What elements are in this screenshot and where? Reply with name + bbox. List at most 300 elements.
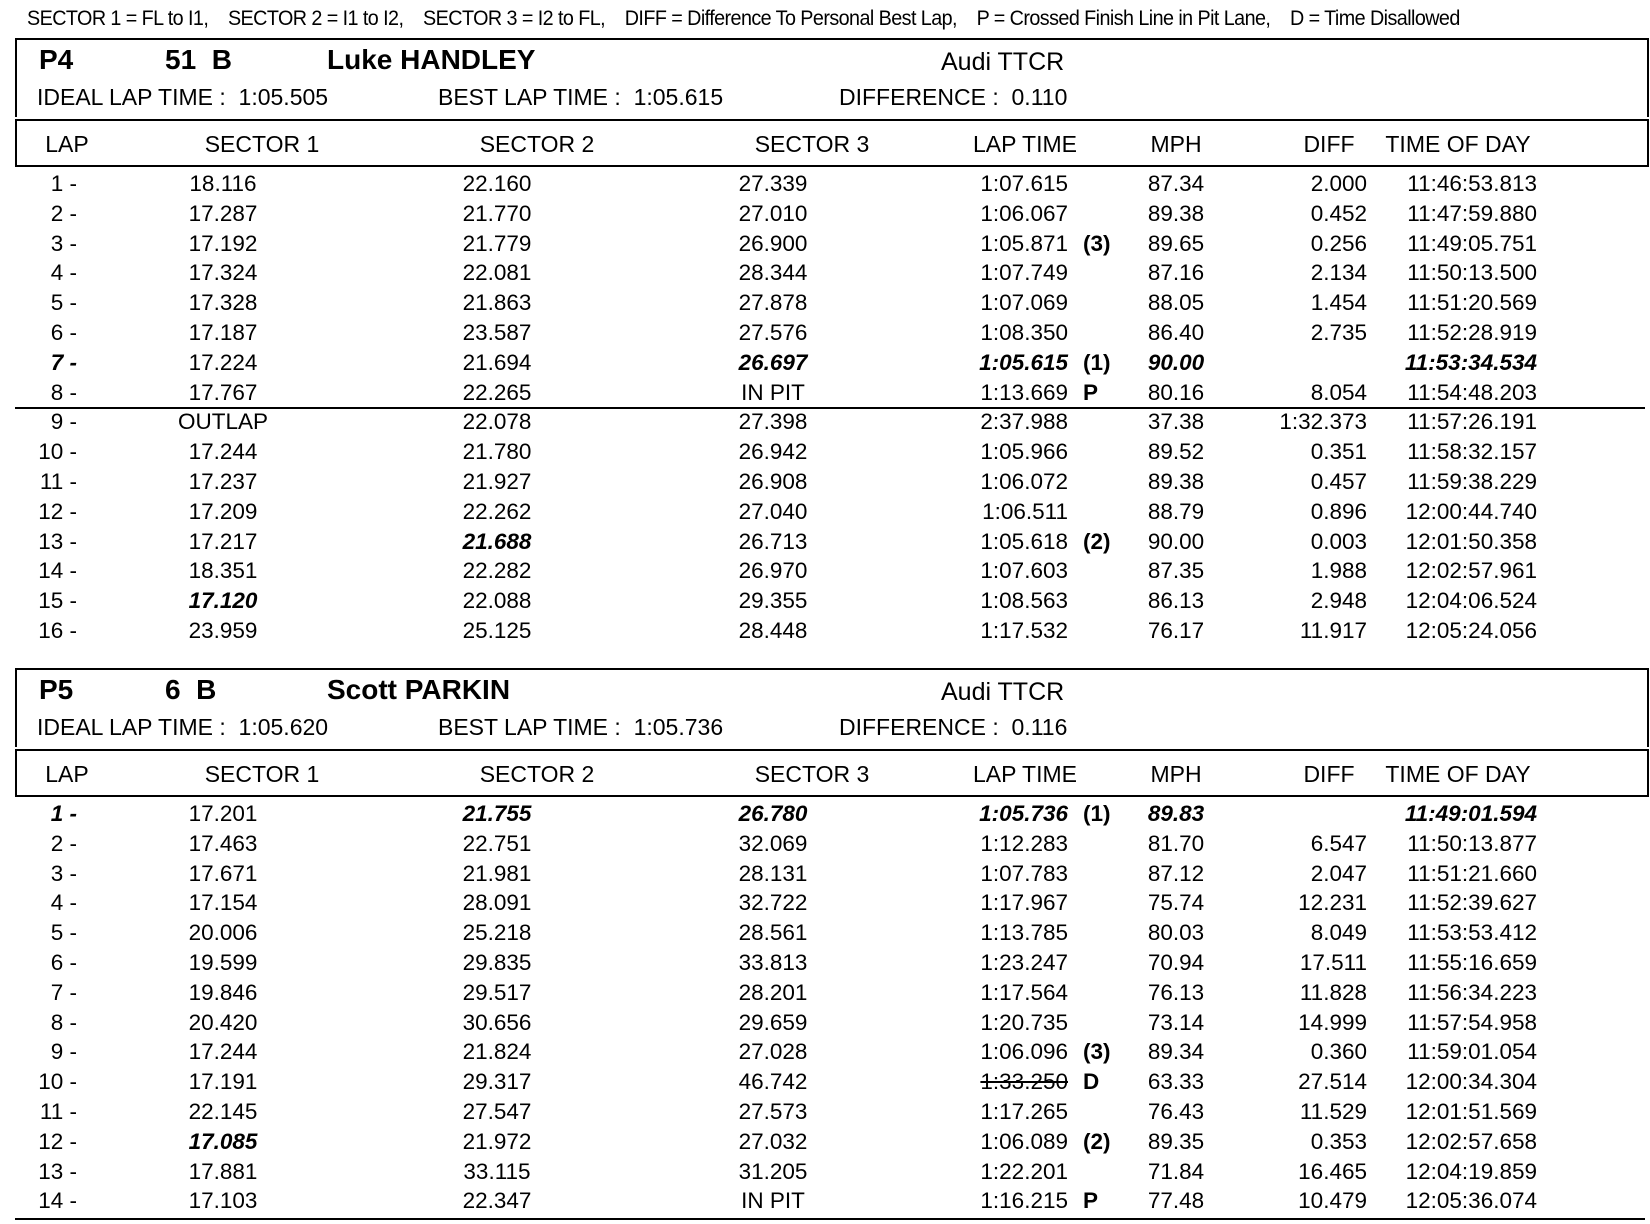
cell-tod: 11:51:20.569 [1407, 290, 1537, 316]
cell-tod: 12:00:44.740 [1405, 498, 1537, 524]
cell-s2: 21.694 [462, 349, 532, 375]
cell-diff: 2.948 [1310, 588, 1367, 614]
lap-row [15, 978, 1649, 1008]
cell-diff: 0.256 [1310, 230, 1367, 256]
cell-tod: 11:59:38.229 [1407, 468, 1537, 494]
cell-s2: 28.091 [462, 890, 532, 916]
cell-flag: (2) [1083, 528, 1111, 554]
cell-s3: 28.561 [738, 920, 808, 946]
cell-lap: 7 - [50, 979, 77, 1005]
cell-tod: 12:01:51.569 [1405, 1098, 1537, 1124]
cell-lap: 13 - [38, 528, 77, 554]
column-header: SECTOR 2 [479, 761, 595, 787]
cell-lap: 11 - [39, 468, 77, 494]
cell-s1: 17.328 [188, 290, 258, 316]
cell-s1: 18.351 [188, 558, 258, 584]
cell-s3: 27.040 [738, 498, 808, 524]
column-header: SECTOR 1 [204, 761, 320, 787]
cell-s1: OUTLAP [177, 409, 269, 435]
cell-mph: 76.13 [1147, 979, 1205, 1005]
cell-s2: 22.081 [462, 260, 532, 286]
cell-diff: 2.735 [1310, 319, 1367, 345]
cell-s2: 21.927 [462, 468, 532, 494]
cell-s1: 17.244 [188, 439, 258, 465]
driver-name: Luke HANDLEY [327, 44, 536, 75]
cell-s2: 22.347 [462, 1188, 532, 1214]
cell-s3: 26.713 [738, 528, 808, 554]
cell-diff: 10.479 [1298, 1188, 1367, 1214]
cell-s2: 21.972 [462, 1128, 532, 1154]
cell-s3: 27.576 [738, 319, 808, 345]
cell-diff: 1.988 [1310, 558, 1367, 584]
cell-s3: 27.032 [738, 1128, 808, 1154]
cell-lap-time: 1:06.089 [980, 1128, 1068, 1154]
cell-s3: 27.878 [738, 290, 808, 316]
cell-s2: 21.770 [462, 200, 532, 226]
cell-s3: 28.344 [738, 260, 808, 286]
cell-lap: 10 - [38, 439, 77, 465]
lap-row [15, 378, 1649, 408]
cell-s3: 26.697 [738, 349, 808, 375]
driver-name: Scott PARKIN [327, 674, 511, 705]
cell-lap-time: 1:17.564 [980, 979, 1068, 1005]
cell-s3: 27.398 [738, 409, 808, 435]
cell-s3: 26.942 [738, 439, 808, 465]
cell-lap: 9 - [50, 409, 77, 435]
cell-mph: 80.16 [1147, 379, 1205, 405]
cell-mph: 90.00 [1147, 528, 1205, 554]
cell-s1: 17.767 [188, 379, 258, 405]
cell-s1: 17.191 [188, 1069, 258, 1095]
cell-lap-time: 1:07.603 [980, 558, 1068, 584]
cell-diff: 6.547 [1310, 830, 1367, 856]
car-model: Audi TTCR [941, 678, 1065, 706]
cell-tod: 12:04:19.859 [1405, 1158, 1537, 1184]
cell-s2: 22.160 [462, 171, 532, 196]
cell-lap: 7 - [50, 349, 77, 375]
lap-row [15, 799, 1649, 829]
cell-lap: 12 - [38, 498, 77, 524]
lap-row [15, 1157, 1649, 1187]
lap-row [15, 1186, 1649, 1216]
cell-s2: 23.587 [462, 319, 532, 345]
cell-s1: 17.154 [188, 890, 258, 916]
lap-row [15, 318, 1649, 348]
cell-lap-time: 1:06.072 [980, 468, 1068, 494]
cell-lap: 12 - [38, 1128, 77, 1154]
cell-s3: 26.970 [738, 558, 808, 584]
cell-diff: 1.454 [1310, 290, 1367, 316]
cell-s3: 28.131 [738, 860, 808, 886]
cell-flag: D [1083, 1069, 1100, 1095]
cell-tod: 12:05:36.074 [1405, 1188, 1537, 1214]
cell-lap: 6 - [50, 319, 77, 345]
cell-diff: 0.360 [1310, 1039, 1367, 1065]
column-header: SECTOR 2 [479, 131, 595, 157]
cell-s3: 27.339 [738, 171, 808, 196]
lap-row [15, 1037, 1649, 1067]
column-header: SECTOR 3 [754, 761, 870, 787]
cell-lap-time: 1:06.511 [982, 498, 1068, 524]
cell-s2: 21.780 [462, 439, 532, 465]
cell-s3: 32.069 [738, 830, 808, 856]
cell-mph: 89.83 [1147, 801, 1205, 826]
cell-tod: 11:53:53.412 [1407, 920, 1537, 946]
lap-row [15, 348, 1649, 378]
cell-tod: 11:50:13.877 [1407, 830, 1537, 856]
cell-s1: 17.463 [188, 830, 258, 856]
cell-lap-time: 1:13.785 [980, 920, 1068, 946]
cell-mph: 75.74 [1147, 890, 1205, 916]
cell-s3: 26.780 [738, 801, 808, 826]
lap-row [15, 497, 1649, 527]
column-header: MPH [1150, 761, 1202, 787]
cell-s1: 17.187 [188, 319, 258, 345]
cell-mph: 76.43 [1147, 1098, 1205, 1124]
cell-diff: 0.457 [1310, 468, 1367, 494]
cell-lap-time: 1:07.069 [980, 290, 1068, 316]
cell-lap: 3 - [50, 860, 77, 886]
cell-diff: 12.231 [1298, 890, 1367, 916]
cell-mph: 70.94 [1147, 949, 1205, 975]
cell-mph: 87.16 [1147, 260, 1205, 286]
cell-tod: 11:54:48.203 [1407, 379, 1537, 405]
cell-s2: 21.981 [462, 860, 532, 886]
column-header: MPH [1150, 131, 1202, 157]
ideal-lap-time: IDEAL LAP TIME : 1:05.620 [37, 714, 329, 740]
cell-s1: 20.006 [188, 920, 258, 946]
cell-s1: 17.085 [188, 1128, 258, 1154]
cell-tod: 11:56:34.223 [1407, 979, 1537, 1005]
cell-mph: 89.38 [1147, 468, 1205, 494]
lap-row [15, 407, 1649, 437]
cell-mph: 76.17 [1147, 617, 1205, 643]
lap-row [15, 859, 1649, 889]
cell-diff: 2.047 [1310, 860, 1367, 886]
cell-lap: 11 - [39, 1098, 77, 1124]
lap-row [15, 948, 1649, 978]
cell-diff: 16.465 [1298, 1158, 1367, 1184]
cell-diff: 8.049 [1310, 920, 1367, 946]
cell-mph: 73.14 [1147, 1009, 1205, 1035]
cell-s2: 27.547 [462, 1098, 532, 1124]
cell-s1: 17.287 [188, 200, 258, 226]
cell-tod: 12:05:24.056 [1405, 617, 1537, 643]
cell-mph: 90.00 [1147, 349, 1205, 375]
cell-s2: 22.078 [462, 409, 532, 435]
lap-row [15, 229, 1649, 259]
cell-tod: 11:52:28.919 [1407, 319, 1537, 345]
table-end-rule [15, 1218, 1645, 1220]
cell-diff: 11.529 [1299, 1098, 1367, 1124]
cell-diff: 14.999 [1298, 1009, 1367, 1035]
cell-lap: 5 - [50, 920, 77, 946]
cell-lap: 16 - [38, 617, 77, 643]
column-header: DIFF [1303, 761, 1355, 787]
cell-lap: 2 - [50, 830, 77, 856]
cell-mph: 88.79 [1147, 498, 1205, 524]
lap-row [15, 467, 1649, 497]
cell-lap: 4 - [50, 260, 77, 286]
cell-diff: 0.896 [1310, 498, 1367, 524]
cell-tod: 11:49:01.594 [1404, 801, 1537, 826]
column-header: SECTOR 3 [754, 131, 870, 157]
cell-flag: (1) [1083, 801, 1111, 826]
cell-tod: 11:59:01.054 [1407, 1039, 1537, 1065]
cell-s2: 22.088 [462, 588, 532, 614]
column-header: LAP TIME [973, 131, 1077, 157]
cell-lap-time: 1:05.871 [980, 230, 1068, 256]
cell-diff: 0.351 [1310, 439, 1367, 465]
cell-diff: 0.353 [1310, 1128, 1367, 1154]
car-model: Audi TTCR [941, 48, 1065, 76]
cell-mph: 89.65 [1147, 230, 1205, 256]
cell-mph: 89.38 [1147, 200, 1205, 226]
cell-diff: 1:32.373 [1279, 409, 1367, 435]
cell-lap: 6 - [50, 949, 77, 975]
cell-tod: 11:46:53.813 [1407, 171, 1537, 196]
cell-s2: 29.517 [462, 979, 532, 1005]
cell-s1: 17.324 [188, 260, 258, 286]
cell-flag: (2) [1083, 1128, 1111, 1154]
cell-tod: 11:55:16.659 [1407, 949, 1537, 975]
cell-mph: 80.03 [1147, 920, 1205, 946]
cell-lap-time: 1:05.618 [980, 528, 1068, 554]
cell-flag: P [1083, 379, 1099, 405]
cell-s1: 19.846 [188, 979, 258, 1005]
cell-lap: 5 - [50, 290, 77, 316]
cell-s2: 21.863 [462, 290, 532, 316]
cell-mph: 86.13 [1147, 588, 1205, 614]
car-number: 6 B [165, 674, 217, 705]
lap-table [15, 169, 1649, 646]
lap-row [15, 888, 1649, 918]
cell-s3: 28.201 [738, 979, 808, 1005]
cell-tod: 11:52:39.627 [1407, 890, 1537, 916]
ideal-lap-time: IDEAL LAP TIME : 1:05.505 [37, 84, 329, 110]
cell-s1: 17.103 [188, 1188, 258, 1214]
cell-s2: 21.824 [462, 1039, 532, 1065]
column-header: LAP [45, 131, 89, 157]
cell-s2: 21.755 [462, 801, 532, 826]
lap-row [15, 1067, 1649, 1097]
driver-header [15, 38, 1649, 117]
cell-diff: 0.003 [1310, 528, 1367, 554]
lap-row [15, 918, 1649, 948]
lap-row [15, 437, 1649, 467]
cell-lap-time: 1:05.615 [979, 349, 1068, 375]
lap-row [15, 288, 1649, 318]
cell-s2: 25.218 [462, 920, 532, 946]
cell-tod: 12:02:57.658 [1405, 1128, 1537, 1154]
cell-lap-time: 1:08.563 [980, 588, 1068, 614]
cell-lap-time: 2:37.988 [980, 409, 1068, 435]
cell-lap-time: 1:17.532 [980, 617, 1068, 643]
cell-s2: 29.317 [462, 1069, 532, 1095]
cell-lap-time: 1:06.096 [980, 1039, 1068, 1065]
cell-s3: 26.908 [738, 468, 808, 494]
cell-flag: (3) [1083, 230, 1111, 256]
cell-s3: 27.010 [738, 200, 808, 226]
cell-diff: 17.511 [1299, 949, 1367, 975]
cell-s2: 21.779 [462, 230, 532, 256]
difference: DIFFERENCE : 0.110 [839, 84, 1068, 110]
cell-s3: 27.028 [738, 1039, 808, 1065]
cell-lap-time: 1:05.966 [980, 439, 1068, 465]
cell-s2: 30.656 [462, 1009, 532, 1035]
cell-tod: 12:02:57.961 [1405, 558, 1537, 584]
cell-lap: 1 - [50, 171, 77, 196]
cell-lap: 3 - [50, 230, 77, 256]
cell-s3: 31.205 [738, 1158, 808, 1184]
cell-mph: 86.40 [1147, 319, 1205, 345]
legend-text: SECTOR 1 = FL to I1, SECTOR 2 = I1 to I2, SECTOR 3 = I2 to FL, DIFF = Difference To Personal Best Lap, P = Crossed Finish Line in Pit Lane, D = Time Disallowed [27, 7, 1460, 30]
cell-s1: 20.420 [188, 1009, 258, 1035]
cell-lap: 4 - [50, 890, 77, 916]
lap-row [15, 556, 1649, 586]
cell-mph: 81.70 [1147, 830, 1205, 856]
cell-s1: 17.671 [188, 860, 258, 886]
column-header-row [15, 749, 1649, 797]
lap-table [15, 799, 1649, 1216]
column-header: DIFF [1303, 131, 1355, 157]
lap-row [15, 169, 1649, 199]
cell-mph: 87.12 [1147, 860, 1205, 886]
lap-row [15, 199, 1649, 229]
cell-s2: 22.262 [462, 498, 532, 524]
cell-diff: 2.000 [1310, 171, 1367, 196]
cell-s1: 19.599 [188, 949, 258, 975]
cell-flag: (3) [1083, 1039, 1111, 1065]
cell-lap: 15 - [38, 588, 77, 614]
cell-s1: 17.209 [188, 498, 258, 524]
cell-s2: 33.115 [463, 1158, 531, 1184]
cell-lap: 8 - [50, 379, 77, 405]
cell-lap: 8 - [50, 1009, 77, 1035]
cell-mph: 77.48 [1147, 1188, 1205, 1214]
cell-s3: 32.722 [738, 890, 808, 916]
lap-row [15, 1127, 1649, 1157]
cell-s3: IN PIT [741, 1188, 805, 1214]
cell-lap: 9 - [50, 1039, 77, 1065]
cell-s3: IN PIT [741, 379, 805, 405]
cell-lap-time: 1:16.215 [980, 1188, 1068, 1214]
driver-header [15, 668, 1649, 747]
best-lap-time: BEST LAP TIME : 1:05.736 [438, 714, 724, 740]
cell-lap: 1 - [50, 801, 77, 826]
cell-lap: 2 - [50, 200, 77, 226]
cell-s3: 33.813 [738, 949, 808, 975]
cell-lap-time: 1:08.350 [980, 319, 1068, 345]
cell-s2: 22.265 [462, 379, 532, 405]
cell-lap-time: 1:17.967 [980, 890, 1068, 916]
cell-tod: 11:49:05.751 [1407, 230, 1537, 256]
cell-lap-time: 1:23.247 [980, 949, 1068, 975]
lap-row [15, 527, 1649, 557]
cell-lap-time: 1:05.736 [979, 801, 1068, 826]
cell-s3: 46.742 [738, 1069, 808, 1095]
lap-row [15, 616, 1649, 646]
cell-lap-time: 1:22.201 [980, 1158, 1068, 1184]
cell-mph: 89.34 [1147, 1039, 1205, 1065]
cell-lap-time: 1:07.783 [980, 860, 1068, 886]
cell-flag: (1) [1083, 349, 1111, 375]
cell-s2: 21.688 [462, 528, 532, 554]
column-header: LAP TIME [973, 761, 1077, 787]
cell-mph: 88.05 [1147, 290, 1205, 316]
cell-diff: 2.134 [1310, 260, 1367, 286]
cell-s3: 29.355 [738, 588, 808, 614]
cell-s3: 27.573 [738, 1098, 808, 1124]
column-header: TIME OF DAY [1385, 761, 1531, 787]
cell-s3: 26.900 [738, 230, 808, 256]
cell-lap: 13 - [38, 1158, 77, 1184]
cell-tod: 11:58:32.157 [1407, 439, 1537, 465]
cell-flag: P [1083, 1188, 1099, 1214]
lap-row [15, 829, 1649, 859]
cell-diff: 8.054 [1310, 379, 1367, 405]
cell-tod: 11:57:26.191 [1407, 409, 1537, 435]
cell-lap-time: 1:33.250 [980, 1069, 1068, 1095]
cell-lap-time: 1:06.067 [980, 200, 1068, 226]
best-lap-time: BEST LAP TIME : 1:05.615 [438, 84, 724, 110]
cell-lap: 14 - [38, 1188, 77, 1214]
cell-tod: 11:53:34.534 [1404, 349, 1537, 375]
cell-diff: 0.452 [1310, 200, 1367, 226]
cell-s3: 28.448 [738, 617, 808, 643]
cell-tod: 12:00:34.304 [1405, 1069, 1537, 1095]
cell-tod: 11:57:54.958 [1407, 1009, 1537, 1035]
column-header-row [15, 119, 1649, 167]
cell-mph: 87.35 [1147, 558, 1205, 584]
cell-s3: 29.659 [738, 1009, 808, 1035]
cell-s1: 18.116 [189, 171, 257, 196]
lap-row [15, 586, 1649, 616]
cell-lap: 10 - [38, 1069, 77, 1095]
cell-s1: 17.244 [188, 1039, 258, 1065]
cell-s2: 22.751 [462, 830, 532, 856]
cell-s1: 17.881 [188, 1158, 258, 1184]
cell-mph: 71.84 [1147, 1158, 1205, 1184]
cell-mph: 63.33 [1147, 1069, 1205, 1095]
cell-mph: 87.34 [1147, 171, 1205, 196]
cell-lap-time: 1:07.615 [980, 171, 1068, 196]
cell-lap-time: 1:20.735 [980, 1009, 1068, 1035]
column-header: LAP [45, 761, 89, 787]
driver-position: P4 [39, 44, 74, 75]
cell-s1: 17.237 [188, 468, 258, 494]
cell-mph: 89.35 [1147, 1128, 1205, 1154]
cell-s1: 17.120 [188, 588, 258, 614]
cell-tod: 11:50:13.500 [1407, 260, 1537, 286]
cell-s1: 17.201 [188, 801, 258, 826]
cell-tod: 11:47:59.880 [1407, 200, 1537, 226]
cell-tod: 12:04:06.524 [1405, 588, 1537, 614]
cell-s1: 17.192 [188, 230, 258, 256]
cell-diff: 27.514 [1298, 1069, 1367, 1095]
cell-tod: 12:01:50.358 [1405, 528, 1537, 554]
cell-mph: 37.38 [1147, 409, 1205, 435]
cell-mph: 89.52 [1147, 439, 1205, 465]
lap-row [15, 258, 1649, 288]
cell-lap-time: 1:07.749 [980, 260, 1068, 286]
driver-position: P5 [39, 674, 74, 705]
difference: DIFFERENCE : 0.116 [839, 714, 1068, 740]
column-header: TIME OF DAY [1385, 131, 1531, 157]
cell-lap: 14 - [38, 558, 77, 584]
cell-s2: 22.282 [462, 558, 532, 584]
cell-s2: 29.835 [462, 949, 532, 975]
